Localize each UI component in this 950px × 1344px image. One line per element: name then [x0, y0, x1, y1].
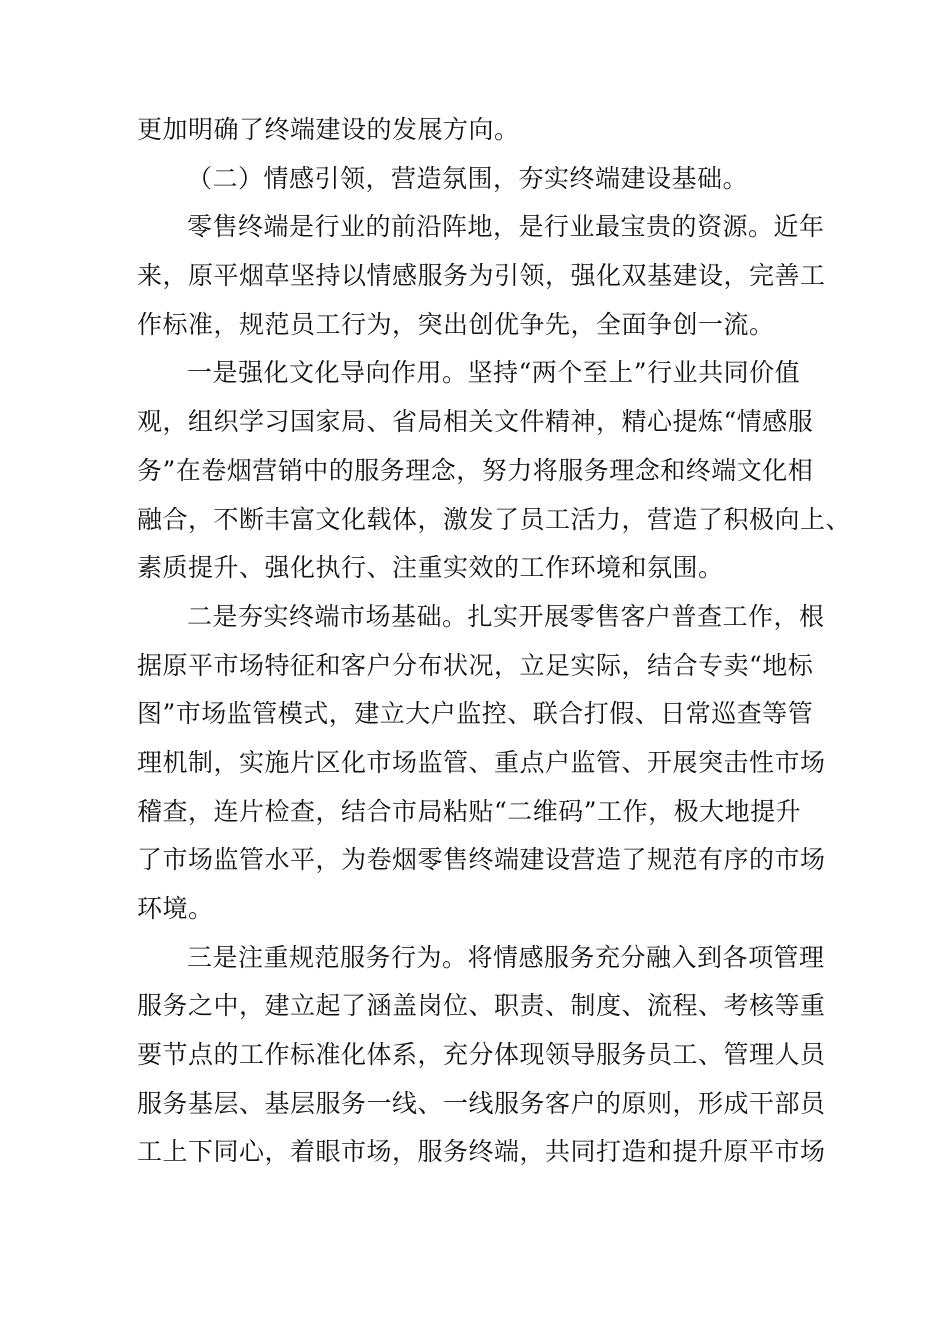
text-line: 三是注重规范服务行为。将情感服务充分融入到各项管理 [187, 942, 825, 972]
text-line: 作标准，规范员工行为，突出创优争先，全面争创一流。 [137, 309, 775, 339]
text-line: （二）情感引领，营造氛围，夯实终端建设基础。 [187, 163, 749, 193]
text-line: 服务基层、基层服务一线、一线服务客户的原则，形成干部员 [137, 1088, 826, 1118]
text-line: 要节点的工作标准化体系，充分体现领导服务员工、管理人员 [137, 1040, 826, 1070]
text-line: 稽查，连片检查，结合市局粘贴“二维码”工作，极大地提升 [137, 796, 802, 826]
text-line: 图”市场监管模式，建立大户监控、联合打假、日常巡查等管 [137, 699, 814, 729]
text-line: 据原平市场特征和客户分布状况，立足实际，结合专卖“地标 [137, 650, 814, 680]
text-line: 一是强化文化导向作用。坚持“两个至上”行业共同价值 [187, 358, 801, 388]
text-line: 环境。 [137, 894, 214, 923]
text-line: 素质提升、强化执行、注重实效的工作环境和氛围。 [137, 553, 724, 583]
text-line: 理机制，实施片区化市场监管、重点户监管、开展突击性市场 [137, 747, 826, 777]
text-line: 务”在卷烟营销中的服务理念，努力将服务理念和终端文化相 [137, 455, 814, 485]
text-line: 融合，不断丰富文化载体，激发了员工活力，营造了积极向上、 [137, 504, 852, 534]
text-line: 来，原平烟草坚持以情感服务为引领，强化双基建设，完善工 [137, 261, 826, 291]
text-line: 了市场监管水平，为卷烟零售终端建设营造了规范有序的市场 [137, 845, 826, 875]
text-line: 二是夯实终端市场基础。扎实开展零售客户普查工作，根 [187, 601, 825, 631]
text-line: 更加明确了终端建设的发展方向。 [137, 115, 520, 144]
text-line: 零售终端是行业的前沿阵地，是行业最宝贵的资源。近年 [187, 212, 825, 242]
text-line: 观，组织学习国家局、省局相关文件精神，精心提炼“情感服 [137, 407, 814, 437]
document-body [137, 106, 852, 1177]
text-line: 工上下同心，着眼市场，服务终端，共同打造和提升原平市场 [137, 1137, 826, 1167]
text-line: 服务之中，建立起了涵盖岗位、职责、制度、流程、考核等重 [137, 991, 826, 1021]
